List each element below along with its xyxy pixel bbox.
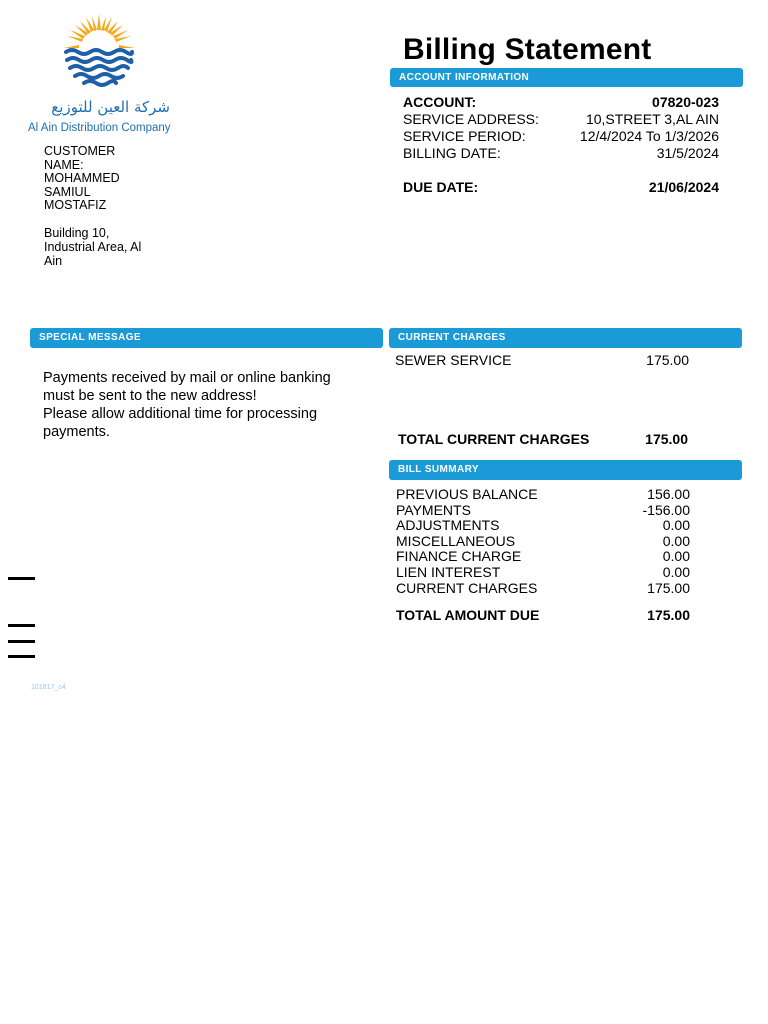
margin-mark [8,624,35,627]
summary-label: PREVIOUS BALANCE [396,486,538,502]
billing-date-value: 31/5/2024 [656,145,719,161]
total-current-charges-label: TOTAL CURRENT CHARGES [398,431,590,447]
summary-amount: -156.00 [642,501,690,518]
sun-rays-icon [63,14,135,48]
total-amount-due-label: TOTAL AMOUNT DUE [396,607,540,623]
summary-row [396,581,690,597]
margin-mark [8,655,35,658]
total-amount-due-value: 175.00 [647,607,690,623]
summary-amount: 0.00 [662,563,690,580]
total-current-charges-value: 175.00 [645,431,688,447]
summary-row [396,487,690,503]
special-message-header: SPECIAL MESSAGE [30,328,383,348]
bill-summary [396,487,690,596]
billing-date-row [403,145,719,162]
summary-row [396,503,690,519]
company-name-arabic: شركة العين للتوزيع [51,98,170,116]
summary-amount: 156.00 [647,486,690,502]
service-address-label: SERVICE ADDRESS: [403,111,539,127]
service-period-value: 12/4/2024 To 1/3/2026 [579,128,719,144]
due-date-value: 21/06/2024 [648,179,719,195]
due-date-row [403,179,719,196]
current-charges-header: CURRENT CHARGES [389,328,742,348]
sea-waves-icon [66,50,132,85]
summary-amount: 0.00 [662,532,690,549]
total-current-charges-row [398,431,688,448]
service-address-value: 10,STREET 3,AL AIN [585,111,719,127]
charge-line [395,352,689,369]
customer-block [44,145,154,213]
customer-address: Building 10, Industrial Area, Al Ain [44,226,142,268]
summary-row [396,534,690,550]
due-date-label: DUE DATE: [403,179,479,195]
summary-amount: 175.00 [647,579,690,596]
summary-label: MISCELLANEOUS [396,532,516,549]
summary-row [396,549,690,565]
footer-code: 101817_c4 [31,684,66,691]
company-name-english: Al Ain Distribution Company [28,122,171,134]
account-row [403,94,719,111]
special-message-line-2: Please allow additional time for processing payments. [43,406,318,440]
summary-label: LIEN INTEREST [396,563,501,580]
account-label: ACCOUNT: [403,94,477,110]
customer-name-label: CUSTOMER NAME: [44,144,116,172]
charge-label: SEWER SERVICE [395,352,512,368]
summary-row [396,518,690,534]
summary-label: PAYMENTS [396,501,471,518]
summary-label: FINANCE CHARGE [396,548,522,565]
summary-amount: 0.00 [662,517,690,534]
special-message-line-1: Payments received by mail or online banking must be sent to the new address! [43,370,331,404]
account-number: 07820-023 [652,94,719,110]
account-information [403,94,719,162]
summary-row [396,565,690,581]
customer-name: MOHAMMED SAMIUL MOSTAFIZ [44,171,120,212]
charge-amount: 175.00 [646,352,689,368]
summary-label: CURRENT CHARGES [396,579,538,596]
margin-mark [8,577,35,580]
service-period-label: SERVICE PERIOD: [403,128,526,144]
company-logo [60,12,138,90]
billing-date-label: BILLING DATE: [403,145,501,161]
special-message [43,369,363,441]
bill-summary-header: BILL SUMMARY [389,460,742,480]
summary-amount: 0.00 [662,548,690,565]
page-title: Billing Statement [403,33,652,66]
total-amount-due-row [396,607,690,624]
service-address-row [403,111,719,128]
margin-mark [8,640,35,643]
summary-label: ADJUSTMENTS [396,517,500,534]
account-information-header: ACCOUNT INFORMATION [390,68,743,87]
service-period-row [403,128,719,145]
